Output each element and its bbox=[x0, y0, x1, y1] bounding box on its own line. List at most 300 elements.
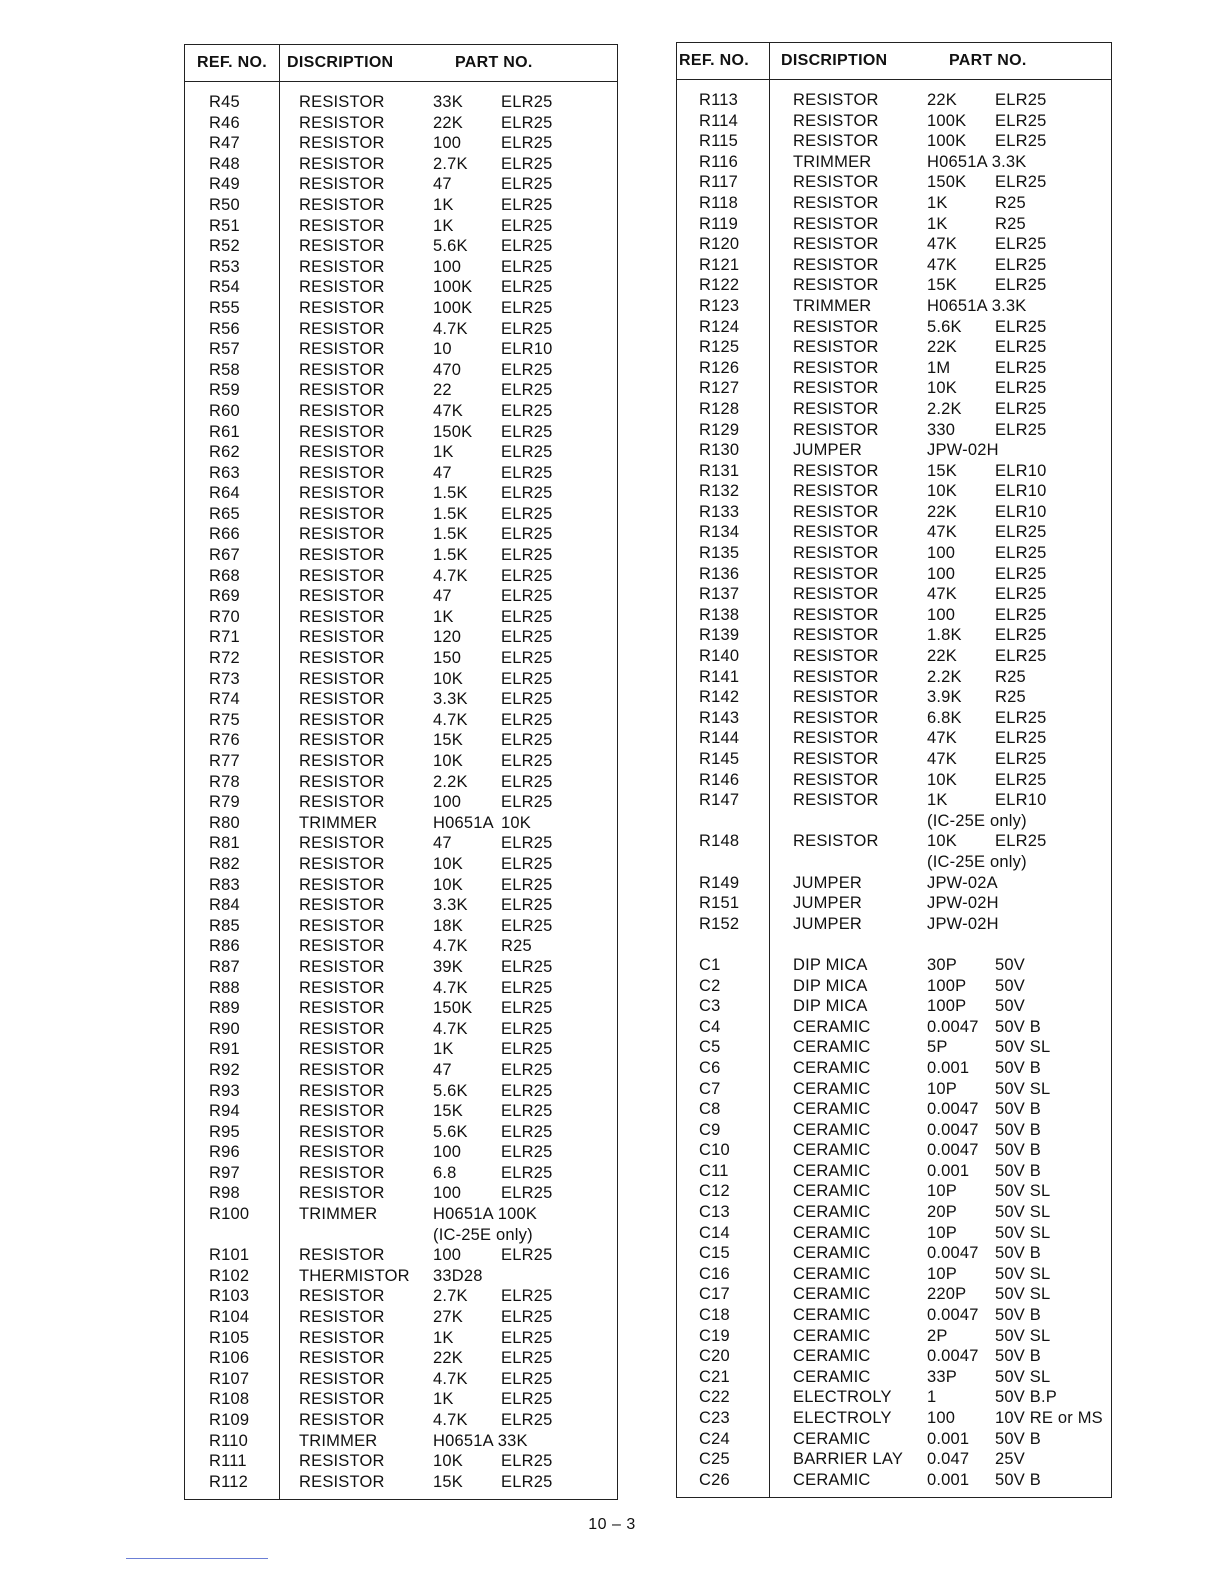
value-cell: 4.7K bbox=[433, 1369, 468, 1388]
value-cell: 2.7K bbox=[433, 1287, 468, 1306]
part-cell: 50V bbox=[995, 997, 1025, 1016]
ref-cell: R140 bbox=[699, 647, 740, 666]
description-cell: CERAMIC bbox=[793, 1161, 871, 1180]
ref-cell: R77 bbox=[209, 752, 240, 770]
value-cell: 47K bbox=[927, 729, 957, 748]
value-cell: 47K bbox=[433, 401, 463, 420]
description-cell: CERAMIC bbox=[793, 1038, 871, 1057]
description-cell: RESISTOR bbox=[299, 649, 385, 668]
description-cell: RESISTOR bbox=[299, 319, 385, 338]
part-cell: ELR25 bbox=[501, 1102, 553, 1121]
description-cell: RESISTOR bbox=[299, 1349, 385, 1368]
description-cell: RESISTOR bbox=[793, 832, 879, 851]
description-cell: RESISTOR bbox=[299, 443, 385, 462]
ref-cell: R149 bbox=[699, 873, 740, 892]
part-cell: ELR25 bbox=[501, 546, 553, 565]
table-row bbox=[677, 1347, 1111, 1368]
description-cell: RESISTOR bbox=[299, 195, 385, 214]
table-row bbox=[185, 773, 617, 794]
part-cell: 50V B bbox=[995, 1244, 1041, 1263]
ref-cell: C4 bbox=[699, 1017, 721, 1036]
ref-cell: R45 bbox=[209, 93, 240, 111]
table-row bbox=[677, 297, 1111, 318]
part-cell: ELR25 bbox=[501, 649, 553, 668]
table-row bbox=[677, 874, 1111, 895]
part-cell: ELR25 bbox=[501, 278, 553, 297]
description-cell: RESISTOR bbox=[299, 669, 385, 688]
part-cell: ELR25 bbox=[995, 647, 1047, 666]
part-cell: ELR25 bbox=[501, 1390, 553, 1409]
part-cell: ELR25 bbox=[501, 834, 553, 853]
value-cell: 100 bbox=[927, 1409, 956, 1427]
table-row bbox=[185, 1390, 617, 1411]
value-cell: 33P bbox=[927, 1367, 957, 1386]
value-cell: 0.047 bbox=[927, 1450, 970, 1469]
description-cell: RESISTOR bbox=[299, 1040, 385, 1059]
value-cell: 100K bbox=[927, 111, 967, 130]
table-row bbox=[677, 235, 1111, 256]
value-cell: 15K bbox=[433, 731, 463, 750]
description-cell: RESISTOR bbox=[299, 916, 385, 935]
value-cell: 10K bbox=[433, 752, 463, 770]
ref-cell: C21 bbox=[699, 1367, 730, 1386]
ref-cell: R95 bbox=[209, 1122, 240, 1141]
description-cell: RESISTOR bbox=[299, 298, 385, 317]
header-description: DISCRIPTION bbox=[287, 54, 394, 71]
description-cell: RESISTOR bbox=[299, 1081, 385, 1100]
header-description: DISCRIPTION bbox=[781, 52, 888, 69]
table-row bbox=[677, 441, 1111, 462]
table-row bbox=[677, 647, 1111, 668]
table-row bbox=[185, 999, 617, 1020]
value-cell: 0.001 bbox=[927, 1470, 970, 1489]
part-cell: 50V SL bbox=[995, 1285, 1051, 1304]
description-cell: RESISTOR bbox=[793, 91, 879, 109]
description-cell: RESISTOR bbox=[299, 999, 385, 1018]
part-cell: 50V B bbox=[995, 1017, 1041, 1036]
part-cell: ELR25 bbox=[501, 257, 553, 276]
ref-cell: R110 bbox=[209, 1431, 249, 1450]
table-row bbox=[185, 1184, 617, 1205]
ref-cell: R116 bbox=[699, 152, 739, 171]
table-row bbox=[185, 731, 617, 752]
table-row bbox=[185, 546, 617, 567]
value-cell: 3.3K bbox=[433, 896, 468, 915]
ref-cell: C1 bbox=[699, 955, 721, 974]
value-cell: 10K bbox=[927, 832, 957, 851]
part-cell: ELR25 bbox=[501, 854, 553, 873]
table-row bbox=[677, 626, 1111, 647]
parts-table-right bbox=[676, 42, 1112, 1498]
ref-cell: C20 bbox=[699, 1347, 730, 1366]
value-cell: 100K bbox=[927, 132, 967, 151]
description-cell: CERAMIC bbox=[793, 1203, 871, 1222]
table-row bbox=[677, 1080, 1111, 1101]
ref-cell: C17 bbox=[699, 1285, 730, 1304]
header-ref-no: REF. NO. bbox=[679, 52, 749, 69]
table-row bbox=[677, 400, 1111, 421]
value-cell: 0.001 bbox=[927, 1161, 970, 1180]
description-cell: RESISTOR bbox=[793, 173, 879, 192]
description-cell: THERMISTOR bbox=[299, 1266, 410, 1285]
ref-cell: R47 bbox=[209, 134, 240, 153]
value-cell: 4.7K bbox=[433, 937, 468, 956]
table-row bbox=[185, 917, 617, 938]
value-cell: (IC-25E only) bbox=[927, 811, 1027, 830]
table-row bbox=[677, 894, 1111, 915]
part-cell: 50V B bbox=[995, 1141, 1041, 1160]
value-cell: 2.2K bbox=[433, 772, 468, 791]
part-cell: ELR25 bbox=[501, 154, 553, 173]
table-row bbox=[185, 1370, 617, 1391]
ref-cell: C25 bbox=[699, 1450, 730, 1469]
table-row bbox=[185, 896, 617, 917]
value-cell: 30P bbox=[927, 955, 957, 974]
table-row bbox=[677, 1368, 1111, 1389]
table-row bbox=[677, 1141, 1111, 1162]
ref-cell: R92 bbox=[209, 1060, 240, 1079]
value-cell: 6.8K bbox=[927, 708, 962, 727]
value-cell: 2.2K bbox=[927, 399, 962, 418]
value-cell: 120 bbox=[433, 628, 462, 647]
ref-cell: C9 bbox=[699, 1120, 721, 1139]
value-cell: 1K bbox=[433, 1040, 454, 1059]
part-cell: 50V SL bbox=[995, 1223, 1051, 1242]
ref-cell: R94 bbox=[209, 1102, 240, 1121]
value-cell: 5.6K bbox=[433, 1081, 468, 1100]
table-row bbox=[185, 628, 617, 649]
part-cell: ELR25 bbox=[501, 690, 553, 709]
value-cell: 1K bbox=[433, 607, 454, 626]
part-cell: ELR25 bbox=[501, 1081, 553, 1100]
part-cell: ELR25 bbox=[501, 93, 553, 111]
ref-cell: R93 bbox=[209, 1081, 240, 1100]
value-cell: 330 bbox=[927, 420, 956, 439]
value-cell: 15K bbox=[927, 276, 957, 295]
description-cell: RESISTOR bbox=[299, 278, 385, 297]
value-cell: 18K bbox=[433, 916, 463, 935]
value-cell: H0651A 3.3K bbox=[927, 296, 1027, 315]
description-cell: RESISTOR bbox=[793, 791, 879, 810]
value-cell: 27K bbox=[433, 1308, 463, 1327]
part-cell: 50V SL bbox=[995, 1203, 1051, 1222]
value-cell: 0.0047 bbox=[927, 1120, 979, 1139]
part-cell: 50V B bbox=[995, 1429, 1041, 1448]
description-cell: RESISTOR bbox=[299, 834, 385, 853]
ref-cell: R135 bbox=[699, 544, 740, 563]
value-cell: 2P bbox=[927, 1326, 948, 1345]
part-cell: ELR25 bbox=[501, 1308, 553, 1327]
ref-cell: R81 bbox=[209, 834, 240, 853]
value-cell: 1 bbox=[927, 1388, 937, 1407]
description-cell: RESISTOR bbox=[793, 132, 879, 151]
part-cell: ELR25 bbox=[501, 628, 553, 647]
table-row bbox=[677, 729, 1111, 750]
part-cell: ELR25 bbox=[501, 319, 553, 338]
table-row bbox=[185, 443, 617, 464]
part-cell: ELR25 bbox=[501, 1143, 553, 1162]
value-cell: 3.3K bbox=[433, 690, 468, 709]
table-row bbox=[185, 340, 617, 361]
description-cell: ELECTROLY bbox=[793, 1409, 892, 1427]
part-cell: ELR25 bbox=[501, 422, 553, 441]
part-cell: ELR25 bbox=[501, 1452, 553, 1471]
part-cell: ELR10 bbox=[995, 791, 1047, 810]
description-cell: RESISTOR bbox=[793, 605, 879, 624]
description-cell: RESISTOR bbox=[299, 772, 385, 791]
part-cell: ELR25 bbox=[501, 298, 553, 317]
value-cell: 0.001 bbox=[927, 1429, 970, 1448]
value-cell: 1.8K bbox=[927, 626, 962, 645]
part-cell: ELR25 bbox=[995, 91, 1047, 109]
part-cell: R25 bbox=[995, 193, 1026, 212]
value-cell: 22K bbox=[927, 91, 957, 109]
table-row bbox=[185, 217, 617, 238]
description-cell: TRIMMER bbox=[299, 1205, 378, 1224]
table-row bbox=[185, 1308, 617, 1329]
part-cell: 50V SL bbox=[995, 1038, 1051, 1057]
ref-cell: C13 bbox=[699, 1203, 730, 1222]
description-cell: TRIMMER bbox=[299, 1431, 378, 1450]
description-cell: CERAMIC bbox=[793, 1429, 871, 1448]
table-row bbox=[677, 153, 1111, 174]
description-cell: RESISTOR bbox=[299, 937, 385, 956]
ref-cell: C19 bbox=[699, 1326, 730, 1345]
description-cell: RESISTOR bbox=[299, 1102, 385, 1121]
description-cell: RESISTOR bbox=[299, 896, 385, 915]
part-cell: ELR25 bbox=[995, 235, 1047, 254]
table-row bbox=[185, 93, 617, 114]
table-row bbox=[677, 523, 1111, 544]
description-cell: RESISTOR bbox=[793, 729, 879, 748]
table-row bbox=[185, 711, 617, 732]
table-row bbox=[185, 114, 617, 135]
ref-cell: R83 bbox=[209, 875, 240, 894]
description-cell: RESISTOR bbox=[299, 1390, 385, 1409]
value-cell: 1K bbox=[927, 791, 948, 810]
description-cell: RESISTOR bbox=[793, 708, 879, 727]
value-cell: 470 bbox=[433, 360, 462, 379]
table-row bbox=[185, 423, 617, 444]
table-row bbox=[185, 1102, 617, 1123]
description-cell: RESISTOR bbox=[299, 257, 385, 276]
table-row bbox=[677, 421, 1111, 442]
part-cell: ELR25 bbox=[501, 1163, 553, 1182]
part-cell: ELR25 bbox=[501, 463, 553, 482]
table-row bbox=[677, 173, 1111, 194]
part-cell: ELR25 bbox=[995, 770, 1047, 789]
description-cell: RESISTOR bbox=[299, 731, 385, 750]
part-cell: ELR25 bbox=[501, 1287, 553, 1306]
value-cell: JPW-02H bbox=[927, 914, 999, 933]
table-row bbox=[677, 215, 1111, 236]
value-cell: 0.0047 bbox=[927, 1347, 979, 1366]
table-row bbox=[185, 258, 617, 279]
value-cell: JPW-02H bbox=[927, 894, 999, 913]
value-cell: 1K bbox=[433, 443, 454, 462]
table-row bbox=[677, 977, 1111, 998]
ref-cell: R63 bbox=[209, 463, 240, 482]
table-row bbox=[185, 320, 617, 341]
table-row bbox=[185, 237, 617, 258]
part-cell: ELR25 bbox=[501, 607, 553, 626]
description-cell: RESISTOR bbox=[299, 1122, 385, 1141]
description-cell: CERAMIC bbox=[793, 1264, 871, 1283]
part-cell: ELR25 bbox=[995, 585, 1047, 604]
value-cell: 1K bbox=[927, 193, 948, 212]
value-cell: 4.7K bbox=[433, 1019, 468, 1038]
value-cell: 100 bbox=[433, 257, 462, 276]
table-row bbox=[677, 194, 1111, 215]
value-cell: 3.9K bbox=[927, 688, 962, 707]
table-row bbox=[185, 1432, 617, 1453]
ref-cell: R118 bbox=[699, 193, 739, 212]
part-cell: 50V B bbox=[995, 1161, 1041, 1180]
value-cell: 100 bbox=[927, 605, 956, 624]
part-cell: ELR25 bbox=[995, 750, 1047, 768]
part-cell: ELR25 bbox=[501, 731, 553, 750]
description-cell: RESISTOR bbox=[793, 317, 879, 336]
table-row bbox=[185, 361, 617, 382]
value-cell: 100 bbox=[433, 1246, 462, 1265]
table-row bbox=[677, 1059, 1111, 1080]
ref-cell: R87 bbox=[209, 957, 240, 976]
part-cell: ELR25 bbox=[995, 255, 1047, 274]
table-row bbox=[677, 1471, 1111, 1492]
table-row bbox=[185, 567, 617, 588]
value-cell: 47K bbox=[927, 585, 957, 604]
description-cell: TRIMMER bbox=[793, 296, 872, 315]
ref-cell: R127 bbox=[699, 379, 740, 398]
table-row bbox=[677, 915, 1111, 936]
part-cell: ELR25 bbox=[501, 752, 553, 770]
ref-cell: R59 bbox=[209, 381, 240, 400]
description-cell: CERAMIC bbox=[793, 1367, 871, 1386]
ref-cell: R114 bbox=[699, 111, 739, 130]
description-cell: RESISTOR bbox=[299, 93, 385, 111]
table-row bbox=[677, 482, 1111, 503]
table-row bbox=[185, 299, 617, 320]
ref-cell: R76 bbox=[209, 731, 240, 750]
description-cell: RESISTOR bbox=[299, 628, 385, 647]
value-cell: H0651A bbox=[433, 813, 494, 832]
value-cell: 150K bbox=[433, 422, 473, 441]
ref-cell: R120 bbox=[699, 235, 740, 254]
value-cell: 1M bbox=[927, 358, 951, 377]
part-cell: 50V B.P bbox=[995, 1388, 1057, 1407]
part-cell: ELR25 bbox=[995, 832, 1047, 851]
ref-cell: R123 bbox=[699, 296, 740, 315]
ref-cell: R74 bbox=[209, 690, 240, 709]
ref-cell: R71 bbox=[209, 628, 240, 647]
part-cell: ELR25 bbox=[995, 276, 1047, 295]
ref-cell: R89 bbox=[209, 999, 240, 1018]
ref-cell: R107 bbox=[209, 1369, 250, 1388]
description-cell: RESISTOR bbox=[793, 420, 879, 439]
table-row bbox=[677, 462, 1111, 483]
description-cell: RESISTOR bbox=[299, 1411, 385, 1429]
part-cell: ELR25 bbox=[501, 669, 553, 688]
part-cell: ELR25 bbox=[501, 1040, 553, 1059]
value-cell: 100 bbox=[433, 1143, 462, 1162]
table-row bbox=[185, 814, 617, 835]
part-cell: 50V bbox=[995, 955, 1025, 974]
description-cell: RESISTOR bbox=[299, 504, 385, 523]
description-cell: RESISTOR bbox=[793, 585, 879, 604]
ref-cell: R131 bbox=[699, 461, 740, 480]
table-row bbox=[185, 834, 617, 855]
table-row bbox=[677, 709, 1111, 730]
value-cell: 22K bbox=[927, 647, 957, 666]
ref-cell: R50 bbox=[209, 195, 240, 214]
part-cell: ELR10 bbox=[995, 502, 1047, 521]
value-cell: 22 bbox=[433, 381, 452, 400]
description-cell: ELECTROLY bbox=[793, 1388, 892, 1407]
ref-cell: C7 bbox=[699, 1079, 721, 1098]
ref-cell: R106 bbox=[209, 1349, 250, 1368]
ref-cell: R65 bbox=[209, 504, 240, 523]
value-cell: 4.7K bbox=[433, 319, 468, 338]
value-cell: 15K bbox=[433, 1472, 463, 1491]
description-cell: RESISTOR bbox=[299, 1184, 385, 1203]
table-row bbox=[185, 1020, 617, 1041]
table-row bbox=[677, 91, 1111, 112]
table-row bbox=[677, 359, 1111, 380]
part-cell: ELR25 bbox=[501, 1369, 553, 1388]
ref-cell: R72 bbox=[209, 649, 240, 668]
value-cell: 47K bbox=[927, 750, 957, 768]
part-cell: ELR25 bbox=[995, 317, 1047, 336]
ref-cell: C22 bbox=[699, 1388, 730, 1407]
part-cell: ELR25 bbox=[995, 399, 1047, 418]
ref-cell: R64 bbox=[209, 484, 240, 503]
part-cell: ELR25 bbox=[501, 957, 553, 976]
value-cell: 100 bbox=[927, 544, 956, 563]
table-row bbox=[677, 544, 1111, 565]
ref-cell: C10 bbox=[699, 1141, 730, 1160]
table-row bbox=[677, 688, 1111, 709]
table-row bbox=[185, 1411, 617, 1432]
ref-cell: R117 bbox=[699, 173, 739, 192]
value-cell: 1K bbox=[433, 1328, 454, 1347]
table-row bbox=[677, 1285, 1111, 1306]
part-cell: ELR25 bbox=[995, 564, 1047, 583]
value-cell: 0.0047 bbox=[927, 1017, 979, 1036]
description-cell: RESISTOR bbox=[793, 544, 879, 563]
ref-cell: C3 bbox=[699, 997, 721, 1016]
table-row bbox=[677, 256, 1111, 277]
ref-cell: R102 bbox=[209, 1266, 250, 1285]
ref-cell: R151 bbox=[699, 894, 740, 913]
table-row bbox=[185, 1473, 617, 1494]
part-cell: ELR25 bbox=[501, 875, 553, 894]
part-cell: ELR25 bbox=[501, 1328, 553, 1347]
parts-table-left bbox=[184, 44, 618, 1500]
description-cell: CERAMIC bbox=[793, 1017, 871, 1036]
value-cell: 10K bbox=[927, 379, 957, 398]
value-cell: 1.5K bbox=[433, 525, 468, 544]
part-cell: ELR25 bbox=[501, 381, 553, 400]
part-cell: R25 bbox=[995, 688, 1026, 707]
table-row bbox=[185, 587, 617, 608]
value-cell: 0.0047 bbox=[927, 1141, 979, 1160]
value-cell: 47 bbox=[433, 1060, 452, 1079]
part-cell: ELR25 bbox=[995, 173, 1047, 192]
description-cell: RESISTOR bbox=[793, 667, 879, 686]
part-cell: R25 bbox=[995, 667, 1026, 686]
part-cell: ELR25 bbox=[501, 1246, 553, 1265]
description-cell: RESISTOR bbox=[793, 482, 879, 501]
